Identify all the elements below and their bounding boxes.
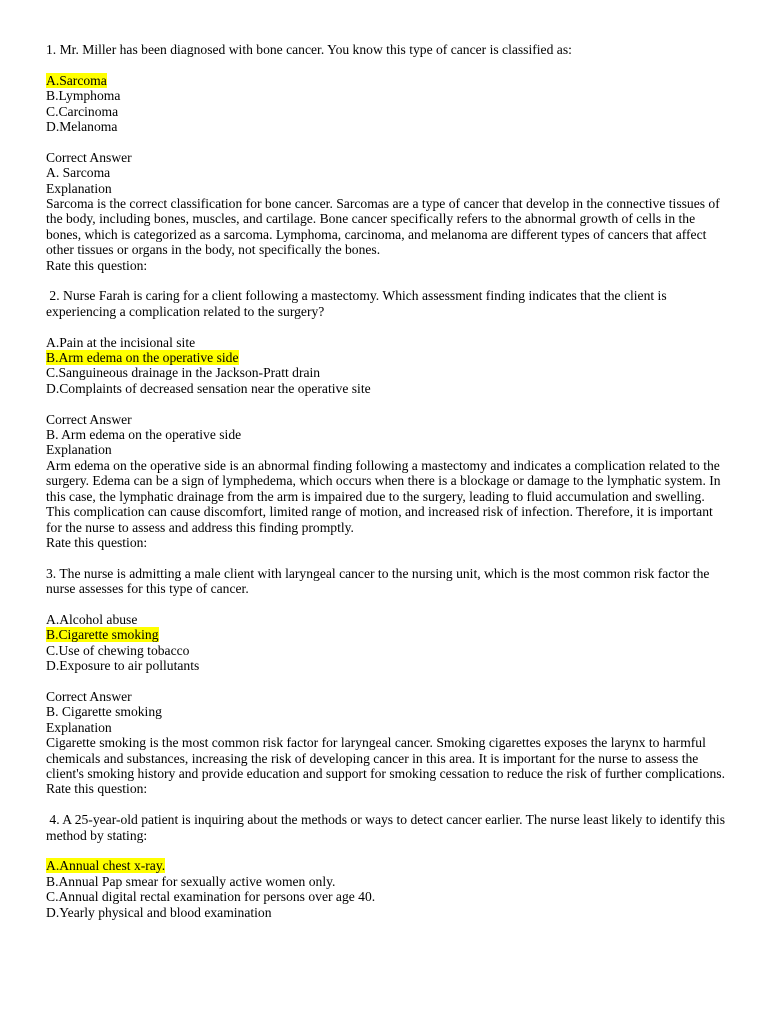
explanation-text: Sarcoma is the correct classification for bone cancer. Sarcomas are a type of cancer that develop in the connective tissues of the body, including bones, muscles, and cartilage. Bone cancer specifically refers to the abnormal growth of cells in the bones, which is categorized as a sarcoma. Lymphoma, carcinoma, and melanoma are different types of cancers that affect other tissues or organs in the body, not specifically the bones. [46,196,724,258]
answer-option-c: C.Carcinoma [46,103,119,119]
question-2 [46,288,726,550]
answer-option-b: B.Annual Pap smear for sexually active women only. [46,873,336,889]
rate-question-label: Rate this question: [46,534,148,550]
answer-option-a: A.Pain at the incisional site [46,334,196,350]
answer-option-a: A.Annual chest x-ray. [46,858,166,874]
answer-option-b: B.Arm edema on the operative side [46,350,239,366]
answer-option-c: C.Annual digital rectal examination for persons over age 40. [46,889,376,905]
answer-option-b: B.Cigarette smoking [46,627,159,643]
question-prompt: 3. The nurse is admitting a male client with laryngeal cancer to the nursing unit, which is the most common risk factor the nurse assesses for this type of cancer. [46,565,713,597]
answer-option-d: D.Melanoma [46,119,118,135]
answer-option-a: A.Sarcoma [46,72,107,88]
answer-option-c: C.Sanguineous drainage in the Jackson-Pratt drain [46,365,321,381]
question-4 [46,812,729,920]
document-page [46,42,729,920]
answer-option-c: C.Use of chewing tobacco [46,642,190,658]
explanation-label: Explanation [46,442,112,458]
correct-answer-value: A. Sarcoma [46,165,111,181]
question-prompt: 4. A 25-year-old patient is inquiring about the methods or ways to detect cancer earlier. The nurse least likely to identify this method by stating: [46,812,729,843]
answer-option-b: B.Lymphoma [46,88,121,104]
correct-answer-label: Correct Answer [46,688,132,704]
question-3 [46,566,726,797]
answer-option-d: D.Exposure to air pollutants [46,658,200,674]
correct-answer-label: Correct Answer [46,411,132,427]
answer-option-d: D.Complaints of decreased sensation near the operative site [46,380,371,396]
question-1 [46,42,726,273]
correct-answer-value: B. Cigarette smoking [46,704,162,720]
rate-question-label: Rate this question: [46,781,148,797]
explanation-label: Explanation [46,719,112,735]
explanation-text: Cigarette smoking is the most common risk factor for laryngeal cancer. Smoking cigarettes exposes the larynx to harmful chemicals and substances, increasing the risk of developing cancer in this area. It is important for the nurse to assess the client's smoking history and provide education and support for smoking cessation to reduce the risk of further complications. [46,735,725,781]
explanation-text: Arm edema on the operative side is an abnormal finding following a mastectomy and indicates a complication related to the surgery. Edema can be a sign of lymphedema, which occurs when there is a blockage or damage to the lymphatic system. In this case, the lymphatic drainage from the arm is impaired due to the surgery, leading to fluid accumulation and swelling. This complication can cause discomfort, limited range of motion, and increased risk of infection. Therefore, it is important for the nurse to assess and address this finding promptly. [46,457,724,535]
answer-option-a: A.Alcohol abuse [46,611,138,627]
answer-option-d: D.Yearly physical and blood examination [46,904,272,920]
correct-answer-value: B. Arm edema on the operative side [46,427,242,443]
question-prompt: 1. Mr. Miller has been diagnosed with bone cancer. You know this type of cancer is classified as: [46,42,572,57]
question-prompt: 2. Nurse Farah is caring for a client following a mastectomy. Which assessment finding indicates that the client is experiencing a complication related to the surgery? [46,288,671,319]
rate-question-label: Rate this question: [46,257,148,273]
correct-answer-label: Correct Answer [46,149,132,165]
explanation-label: Explanation [46,180,112,196]
